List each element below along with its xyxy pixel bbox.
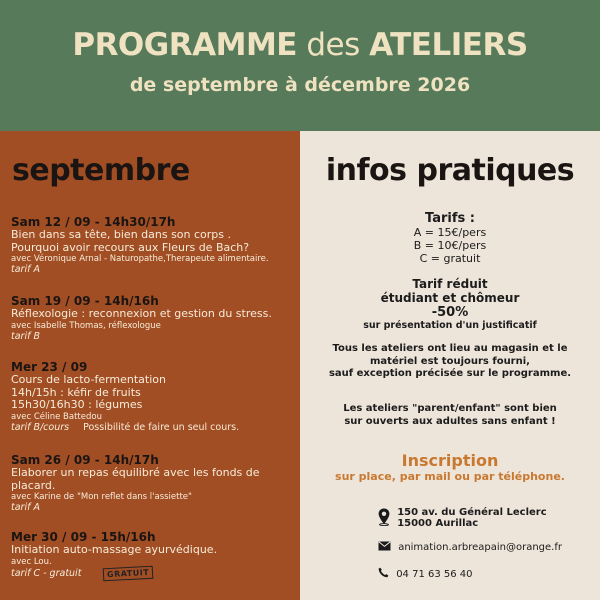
email-row [378,541,562,554]
workshop-desc-line: Bien dans sa tête, bien dans son corps . [11,228,232,241]
workshop-desc-line: Pourquoi avoir recours aux Fleurs de Bach? [11,240,250,254]
email-link[interactable]: animation.arbreapain@orange.fr [398,542,562,553]
workshop-date: Mer 30 / 09 - 15h/16h [11,530,156,544]
reduced-title: Tarif réduit [412,277,488,291]
reduced-note: sur présentation d'un justificatif [363,320,537,331]
phone-row [378,567,473,581]
title-des: des [296,27,370,63]
phone-number[interactable]: 04 71 63 56 40 [396,568,473,580]
address-city: 15000 Aurillac [397,518,479,529]
workshop-desc-line: Cours de lacto-fermentation [11,373,166,386]
tarifs-block [300,211,600,265]
address-line: 150 av. du Général Leclerc [397,507,547,518]
workshop-date: Mer 23 / 09 [11,360,88,374]
title-programme: PROGRAMME [72,27,297,63]
workshop-item [11,360,296,433]
workshop-desc-line: 14h/15h : kéfir de fruits [11,385,141,399]
workshop-host: avec Isabelle Thomas, réflexologue [11,320,161,331]
workshop-desc-line: Elaborer un repas équilibré avec les fonds de [11,466,260,479]
infos-heading: infos pratiques [325,153,575,188]
workshop-tarif: tarif B [11,330,40,342]
envelope-icon [378,541,391,554]
infos-column [300,131,600,600]
workshop-date: Sam 12 / 09 - 14h30/17h [11,215,176,229]
address-row [378,507,547,529]
workshop-date: Sam 26 / 09 - 14h/17h [11,453,159,467]
info-line: Les ateliers "parent/enfant" sont bien [343,403,557,414]
tarif-line: A = 15€/pers [413,226,487,239]
info-line: sauf exception précisée sur le programme. [328,368,572,379]
month-heading: septembre [12,153,190,188]
inscription-block [300,451,600,483]
tarifs-title: Tarifs : [425,211,475,226]
reduced-price-block [300,277,600,331]
workshop-tarif-row [11,422,296,433]
workshop-note: Possibilité de faire un seul cours. [83,421,240,433]
info-paragraph-2 [300,403,600,428]
inscription-title: Inscription [401,451,499,470]
september-column [0,131,300,600]
header-banner [0,0,600,131]
workshop-host: avec Céline Battedou [11,411,102,422]
tarif-line: C = gratuit [419,252,481,265]
page-title [0,27,600,63]
info-line: sur ouverts aux adultes sans enfant ! [344,415,556,427]
workshop-item [11,215,296,275]
workshop-tarif: tarif A [11,264,40,275]
workshop-item [11,294,296,342]
info-paragraph-1 [300,343,600,381]
workshop-host: avec Lou. [11,556,52,567]
workshop-host: avec Véronique Arnal - Naturopathe,Therapeute alimentaire. [11,254,269,264]
title-ateliers: ATELIERS [369,27,528,63]
workshop-item [11,453,296,513]
gratuit-stamp: GRATUIT [103,565,154,581]
inscription-subtitle: sur place, par mail ou par téléphone. [335,470,565,483]
workshop-desc-line: placard. [11,478,56,492]
tarif-line: B = 10€/pers [413,239,487,252]
workshop-desc-line: Initiation auto-massage ayurvédique. [11,543,218,556]
workshop-tarif: tarif C - gratuit [11,567,82,579]
workshop-desc-line: Réflexologie : reconnexion et gestion du stress. [11,307,272,320]
workshop-host: avec Karine de "Mon reflet dans l'assiette" [11,492,192,502]
workshop-tarif: tarif A [11,502,40,513]
workshop-item [11,530,296,580]
map-pin-icon [378,508,390,529]
workshop-tarif-row [11,567,296,580]
info-line: matériel est toujours fourni, [370,355,530,367]
workshop-tarif: tarif B/cours [11,421,70,433]
info-line: Tous les ateliers ont lieu au magasin et le [332,343,568,354]
workshop-date: Sam 19 / 09 - 14h/16h [11,294,159,308]
workshop-desc-line: 15h30/16h30 : légumes [11,398,143,411]
reduced-subtitle: étudiant et chômeur [380,291,520,305]
phone-icon [378,567,389,581]
reduced-percent: -50% [431,305,469,320]
page-subtitle: de septembre à décembre 2026 [129,74,471,96]
